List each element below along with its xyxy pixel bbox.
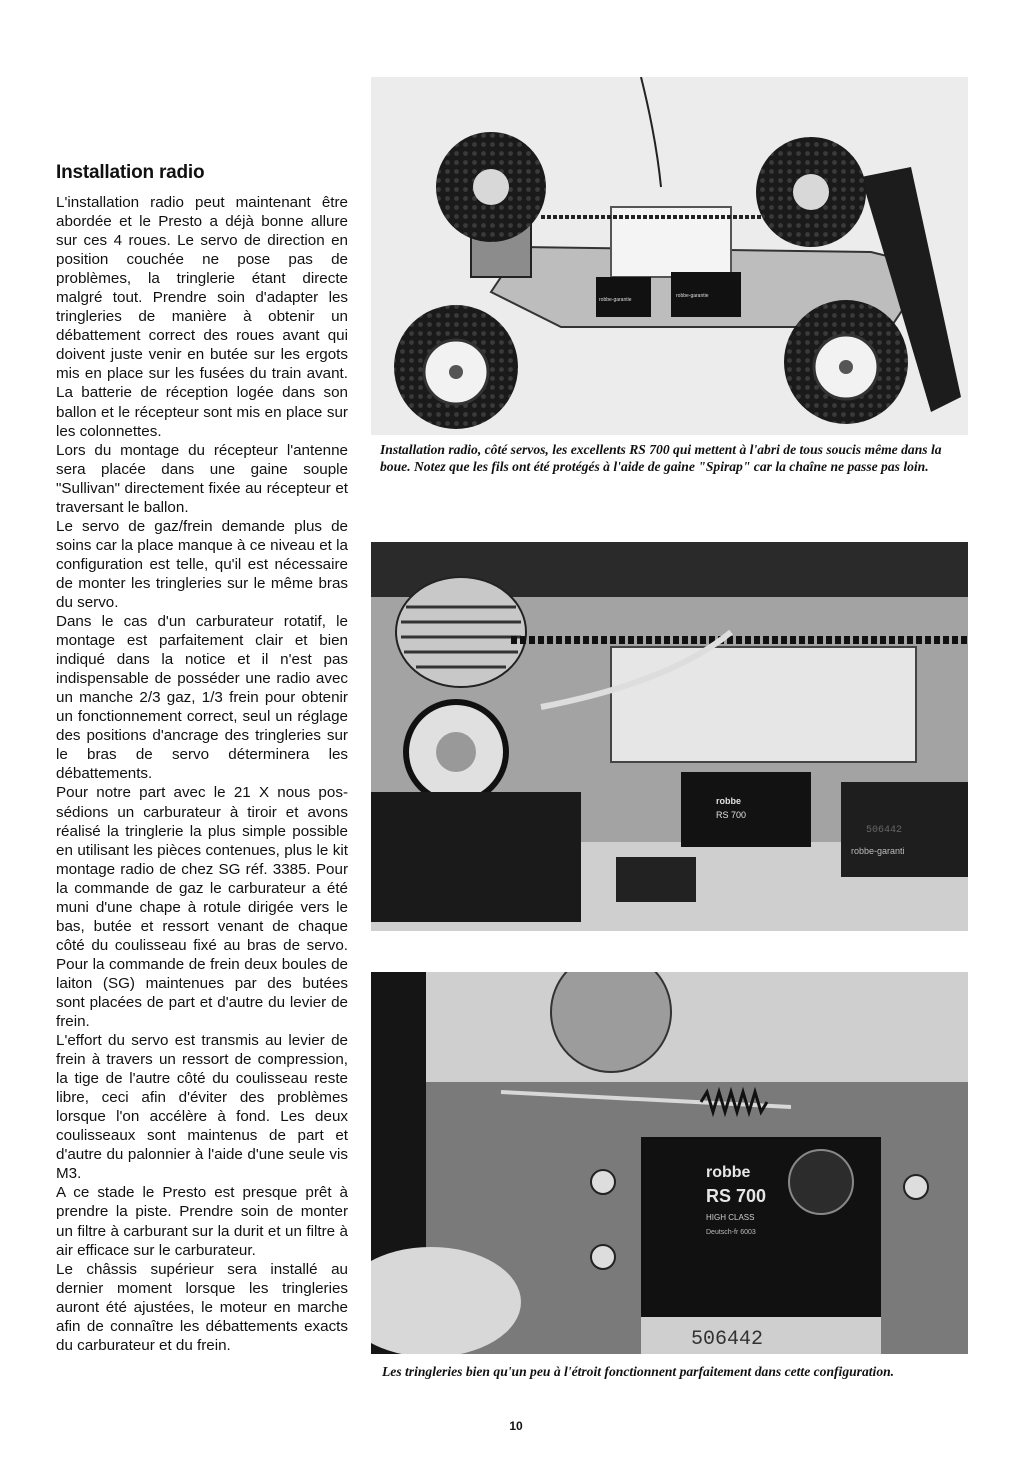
engine-cylinder-head	[396, 577, 526, 687]
servo-model-label: RS 700	[716, 810, 747, 820]
buggy-side-illustration	[371, 77, 968, 435]
servo-model-label: RS 700	[706, 1186, 767, 1206]
photo-buggy-side-view	[371, 77, 968, 435]
photo-caption: Les tringleries bien qu'un peu à l'étroit fonctionnent parfaitement dans cette configuration.	[382, 1364, 895, 1379]
front-wheel	[394, 305, 518, 429]
servo-brand-label: robbe	[706, 1164, 751, 1181]
servo-brand-label: robbe	[716, 796, 742, 806]
photo-linkage-closeup	[371, 972, 968, 1354]
article-body	[56, 193, 348, 1355]
linkage-closeup-illustration	[371, 972, 968, 1354]
page-number: 10	[509, 1419, 523, 1433]
front-wheel	[436, 132, 546, 242]
engine-servos-illustration	[371, 542, 968, 931]
article-paragraph: A ce stade le Presto est presque prêt à prendre la piste. Prendre soin de monter un filtre à carburant sur la durit et un filtre à air efficace sur le carburateur.	[56, 1184, 348, 1259]
rear-wheel	[784, 300, 908, 424]
article-paragraph: Le châssis supérieur sera installé au dernier moment lorsque les tringleries auront été ajustées, le moteur en marche afin de connaître les débattements exacts du carburateur et du frein.	[56, 1260, 348, 1354]
article-paragraph: Le servo de gaz/frein demande plus de soins car la place manque à ce niveau et la configuration est telle, qu'il est nécessaire de monter les tringleries sur le même bras du servo.	[56, 517, 348, 611]
article-paragraph: Pour notre part avec le 21 X nous possédions un carburateur à tiroir et avons réalisé la tringlerie la plus simple possible en utilisant les pièces contenues, plus le kit montage radio de chez SG réf. 3385. Pour la commande de gaz le carburateur a été muni d'une chape à rotule dirigée vers le bas, butée et ressort venant de chaque côté du coulisseau fixé au bras de servo. Pour la commande de frein deux boules de laiton (SG) maintenues par des butées sont placées de part et d'autre du levier de frein.	[56, 784, 348, 1031]
servo-model-number: Deutsch-fr 6003	[706, 1229, 756, 1236]
servo-serial-label: 506442	[691, 1328, 764, 1351]
servo-label: robbe-garantie	[676, 293, 709, 299]
servo-class-label: HIGH CLASS	[706, 1213, 755, 1222]
article-paragraph: Dans le cas d'un carburateur rotatif, le montage est parfaitement clair et bien indiqué dans la notice et il n'est pas indispensable de posséder une radio avec un manche 2/3 gaz, 1/3 frein pour obtenir un fonctionnement correct, seul un réglage des positions d'ancrage des tringleries sur le bras de servo déterminera les débattements.	[56, 613, 348, 783]
article-paragraph: Lors du montage du récepteur l'antenne sera placée dans une gaine souple "Sullivan" directement fixée au récepteur et traversant le ballon.	[56, 441, 348, 516]
photo-engine-servos	[371, 542, 968, 931]
rear-wheel	[756, 137, 866, 247]
servo-label: robbe-garantie	[599, 297, 632, 303]
article-paragraph: L'effort du servo est transmis au levier de frein à travers un ressort de compression, la tige de l'autre côté du coulisseau reste libre, ceci afin d'éviter des problèmes lorsque l'on accélère à fond. Les deux coulisseaux sont maintenus de part et d'autre du palonnier à l'aide d'une seule vis M3.	[56, 1032, 348, 1183]
article-paragraph: L'installation radio peut maintenant être abordée et le Presto a déjà bonne allure sur ces 4 roues. Le servo de direction en position couchée ne pose pas de problèmes, la tringlerie étant directe malgré tout. Prendre soin d'adapter les tringleries de manière à obtenir un débattement correct des roues avant qui doivent juste venir en butée sur les ergots mis en place sur les fusées du train avant. La batterie de réception logée dans son ballon et le récepteur sont mis en place sur les colonnettes.	[56, 194, 348, 440]
servo-label: robbe-garanti	[851, 846, 905, 856]
section-title: Installation radio	[56, 162, 205, 183]
photo-caption: Installation radio, côté servos, les excellents RS 700 qui mettent à l'abri de tous soucis même dans la boue. Notez que les fils ont été protégés à l'aide de gaine "Spirap" car la chaîne ne passe pas loin.	[380, 442, 942, 474]
servo-serial-label: 506442	[866, 825, 903, 836]
